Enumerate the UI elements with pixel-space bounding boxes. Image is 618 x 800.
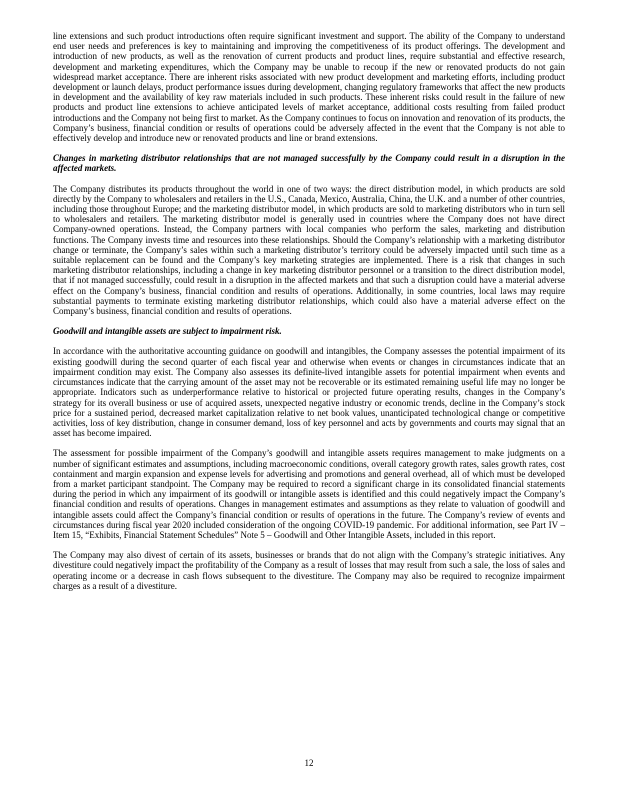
- paragraph-distribution-models: The Company distributes its products throughout the world in one of two ways: the direct distribution model, in which products are sold directly by the Company to wholesalers and retailers in the U.S., Canada, Mexico, Australia, China, the U.K. and a number of other countries, including those throughout Europe; and the marketing distributor model, in which products are sold to marketing distributors who in turn sell to wholesalers and retailers. The marketing distributor model is generally used in countries where the Company does not have direct Company-owned operations. Instead, the Company partners with local companies who perform the sales, marketing and distribution functions. The Company invests time and resources into these relationships. Should the Company’s relationship with a marketing distributor change or terminate, the Company’s sales within such a marketing distributor’s territory could be adversely impacted until such time as a suitable replacement can be found and the Company’s key marketing strategies are implemented. There is a risk that changes in such marketing distributor relationships, including a change in key marketing distributor personnel or a transition to the direct distribution model, that if not managed successfully, could result in a disruption in the affected markets and that such a disruption could have a material adverse effect on the Company’s business, financial condition and results of operations. Additionally, in some countries, local laws may require substantial payments to terminate existing marketing distributor relationships, which could also have a material adverse effect on the Company’s business, financial condition and results of operations.: [53, 183, 565, 317]
- page-number: 12: [304, 757, 314, 768]
- section-heading-marketing-distributor-risk: Changes in marketing distributor relationships that are not managed successfully by the Company could result in a disruption in the affected markets.: [53, 153, 565, 174]
- paragraph-impairment-assessment: In accordance with the authoritative accounting guidance on goodwill and intangibles, the Company assesses the potential impairment of its existing goodwill during the second quarter of each fiscal year and otherwise when events or changes in circumstances indicate that an impairment condition may exist. The Company also assesses its definite-lived intangible assets for potential impairment when events and circumstances indicate that the carrying amount of the asset may not be recoverable or its estimated remaining useful life may no longer be appropriate. Indicators such as underperformance relative to historical or projected future operating results, changes in the Company’s strategy for its overall business or use of acquired assets, unexpected negative industry or economic trends, decline in the Company’s stock price for a sustained period, decreased market capitalization relative to net book values, unanticipated technological change or competitive activities, loss of key distribution, change in consumer demand, loss of key personnel and acts by governments and courts may signal that an asset has become impaired.: [53, 346, 565, 439]
- paragraph-divestiture: The Company may also divest of certain of its assets, businesses or brands that do not align with the Company’s strategic initiatives. Any divestiture could negatively impact the profitability of the Company as a result of losses that may result from such a sale, the loss of sales and operating income or a decrease in cash flows subsequent to the divestiture. The Company may also be required to recognize impairment charges as a result of a divestiture.: [53, 550, 565, 591]
- section-heading-goodwill-impairment-risk: Goodwill and intangible assets are subject to impairment risk.: [53, 326, 282, 337]
- paragraph-impairment-judgments: The assessment for possible impairment of the Company’s goodwill and intangible assets requires management to make judgments on a number of significant estimates and assumptions, including macroeconomic conditions, overall category growth rates, sales growth rates, cost containment and margin expansion and expense levels for advertising and promotions and general overhead, all of which must be developed from a market participant standpoint. The Company may be required to record a significant charge in its consolidated financial statements during the period in which any impairment of its goodwill or intangible assets is identified and this could negatively impact the Company’s financial condition and results of operations. Changes in management estimates and assumptions as they relate to valuation of goodwill and intangible assets could affect the Company’s financial condition or results of operations in the future. The Company’s review of events and circumstances during fiscal year 2020 included consideration of the ongoing COVID-19 pandemic. For additional information, see Part IV – Item 15, “Exhibits, Financial Statement Schedules” Note 5 – Goodwill and Other Intangible Assets, included in this report.: [53, 448, 565, 540]
- paragraph-product-introductions: line extensions and such product introductions often require significant investment and support. The ability of the Company to understand end user needs and preferences is key to maintaining and improving the competitiveness of its product offerings. The development and introduction of new products, as well as the renovation of current products and product lines, require substantial and effective research, development and marketing expenditures, which the Company may be unable to recoup if the new or renovated products do not gain widespread market acceptance. There are inherent risks associated with new product development and marketing efforts, including product development or launch delays, product performance issues during development, changing regulatory frameworks that affect the new products in development and the availability of key raw materials included in such products. These inherent risks could result in the failure of new products and product line extensions to achieve anticipated levels of market acceptance, additional costs resulting from failed product introductions and the Company not being first to market. As the Company continues to focus on innovation and renovation of its products, the Company’s business, financial condition or results of operations could be adversely affected in the event that the Company is not able to effectively develop and introduce new or renovated products and line or brand extensions.: [53, 31, 565, 144]
- page-content: [53, 31, 565, 591]
